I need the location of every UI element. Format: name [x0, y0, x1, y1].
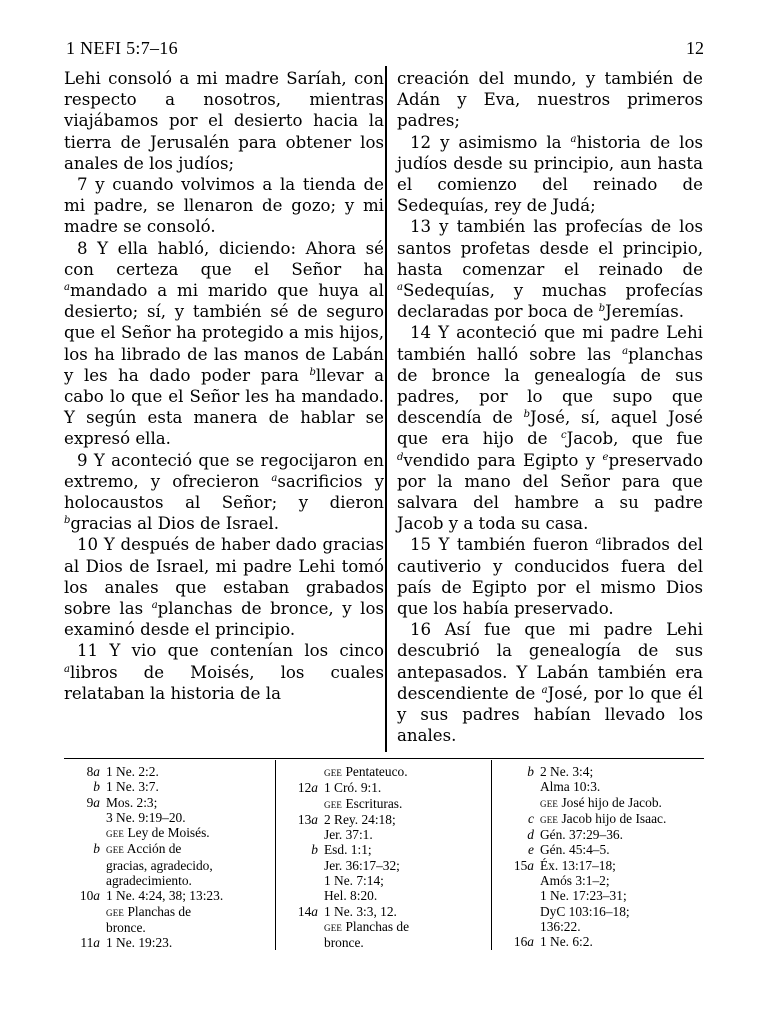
verse-paragraph — [397, 132, 703, 217]
footnote-key — [498, 842, 540, 857]
footnote-reference[interactable]: Jer. 36:17–32; — [324, 857, 400, 873]
footnote-letter: b — [93, 779, 100, 795]
verse-paragraph — [397, 68, 703, 132]
footnote-entry — [498, 919, 666, 934]
chapter-reference: 1 NEFI 5:7–16 — [66, 38, 178, 58]
verse-text: 14 Y aconteció que mi padre Lehi también halló sobre las — [397, 323, 703, 364]
footnote-key — [64, 825, 106, 841]
footnote-key — [64, 764, 106, 779]
footnote-key — [64, 873, 106, 888]
footnote-marker[interactable]: a — [622, 345, 629, 357]
footnote-entry — [64, 779, 223, 794]
footnote-reference[interactable]: 1 Cró. 9:1. — [324, 780, 382, 796]
footnote-reference[interactable]: DyC 103:16–18; — [540, 903, 630, 919]
verse-text: José, por lo que él y sus padres habían llevado los anales. — [397, 683, 703, 746]
guide-topic: Planchas de — [124, 903, 192, 919]
footnote-verse: 10 — [79, 888, 94, 904]
footnote-verse: 8 — [86, 764, 94, 779]
verse-text: vendido para Egipto y — [403, 450, 603, 470]
footnote-marker[interactable]: a — [64, 282, 70, 294]
footnote-reference[interactable]: Jer. 37:1. — [324, 827, 373, 843]
footnote-entry — [498, 858, 666, 873]
verse-text: 7 y cuando volvimos a la tienda de mi padre, se llenaron de gozo; y mi madre se consoló. — [64, 175, 384, 237]
footnote-column-2 — [282, 764, 409, 951]
footnote-letter: b — [527, 764, 534, 779]
footnote-reference[interactable]: Gén. 45:4–5. — [540, 842, 610, 858]
footnote-key — [498, 934, 540, 949]
verse-paragraph — [397, 619, 703, 746]
verse-text: Jeremías. — [605, 302, 685, 322]
footnote-key — [282, 780, 324, 795]
footnote-entry — [498, 873, 666, 888]
verse-paragraph — [397, 322, 703, 534]
footnote-marker[interactable]: e — [602, 451, 609, 463]
guide-topic: Ley de Moisés. — [124, 825, 210, 841]
footnote-reference[interactable] — [106, 841, 181, 857]
footnote-key — [282, 935, 324, 950]
verse-text: librados del cautiverio y conducidos fuera del país de Egipto por el mismo Dios que los había preservado. — [397, 535, 703, 619]
guide-abbrev: gee — [106, 826, 125, 841]
footnote-key — [282, 873, 324, 888]
footnote-entry — [64, 920, 223, 935]
footnote-letter: b — [311, 842, 318, 858]
footnote-reference[interactable]: 1 Ne. 3:3, 12. — [324, 903, 397, 919]
footnote-entry — [498, 888, 666, 903]
footnote-column-1 — [64, 764, 223, 951]
footnote-entry — [282, 780, 409, 795]
footnote-reference[interactable]: bronce. — [324, 935, 364, 951]
column-divider — [385, 66, 387, 752]
footnote-letter: a — [527, 934, 534, 950]
footnote-marker[interactable]: a — [397, 282, 403, 294]
guide-topic: José hijo de Jacob. — [558, 794, 662, 810]
verse-text: mandado a mi marido que huya al desierto; sí, y también sé de seguro que el Señor ha protegido a mis hijos, los ha librado de las manos de Labán y les ha dado poder para — [64, 281, 384, 385]
footnote-key — [282, 888, 324, 903]
footnote-reference[interactable]: 1 Ne. 6:2. — [540, 934, 593, 950]
verse-text: 16 Así fue que mi padre Lehi descubrió la genealogía de sus antepasados. Y Labán también era descendiente de — [397, 620, 703, 703]
guide-abbrev: gee — [324, 919, 343, 934]
right-text-column — [397, 68, 703, 747]
footnote-key — [498, 919, 540, 934]
footnote-letter: a — [93, 935, 100, 951]
footnote-marker[interactable]: a — [541, 684, 548, 696]
verse-paragraph — [397, 216, 703, 322]
footnote-entry — [64, 873, 223, 888]
footnote-key — [282, 796, 324, 812]
verse-text: llevar a cabo lo que el Señor les ha mandado. Y según esta manera de hablar se expresó ella. — [64, 365, 384, 449]
footnote-reference[interactable]: Esd. 1:1; — [324, 842, 372, 858]
guide-topic: Pentateuco. — [342, 764, 408, 779]
footnote-reference[interactable] — [540, 811, 666, 827]
footnote-reference[interactable] — [324, 919, 409, 935]
footnote-marker[interactable]: c — [561, 430, 567, 442]
footnote-letter: a — [311, 903, 318, 919]
footnote-reference[interactable] — [106, 825, 210, 841]
verse-text: 9 Y aconteció que se regocijaron en extremo, y ofrecieron — [64, 450, 384, 491]
footnote-entry — [64, 858, 223, 873]
footnote-reference[interactable]: Alma 10:3. — [540, 779, 601, 795]
footnote-key — [64, 795, 106, 810]
footnote-entry — [282, 764, 409, 780]
footnote-reference[interactable] — [324, 764, 408, 780]
footnote-reference[interactable]: 2 Rey. 24:18; — [324, 811, 396, 827]
footnote-key — [498, 858, 540, 873]
footnote-entry — [282, 812, 409, 827]
footnote-verse: 9 — [86, 794, 94, 810]
footnote-key — [64, 904, 106, 920]
footnote-entry — [498, 779, 666, 794]
verse-text: preservado por la mano del Señor para que salvara del hambre a su padre Jacob y a toda su casa. — [397, 450, 703, 534]
footnote-letter: a — [93, 764, 100, 779]
footnote-key — [282, 827, 324, 842]
footnote-entry — [64, 904, 223, 920]
footnote-key — [282, 904, 324, 919]
verse-text: 15 Y también fueron — [410, 535, 596, 555]
verse-text: planchas de bronce, y los examinó desde el principio. — [64, 599, 384, 640]
footnote-verse: 14 — [297, 903, 312, 919]
footnote-marker[interactable]: a — [595, 536, 602, 548]
footnote-reference[interactable] — [540, 795, 662, 811]
footnote-letter: a — [311, 811, 318, 827]
footnote-letter: e — [528, 842, 534, 858]
footnote-entry — [282, 904, 409, 919]
verse-paragraph — [64, 640, 384, 704]
guide-abbrev: gee — [106, 842, 125, 857]
footnote-entry — [282, 888, 409, 903]
footnote-entry — [64, 841, 223, 857]
footnote-key — [64, 888, 106, 903]
footnote-reference[interactable]: 1 Ne. 19:23. — [106, 935, 173, 951]
footnote-verse: 11 — [80, 935, 94, 951]
footnote-letter: a — [93, 794, 100, 810]
footnote-verse: 13 — [297, 811, 312, 827]
footnote-entry — [64, 935, 223, 950]
guide-abbrev: gee — [106, 904, 125, 919]
footnote-reference[interactable]: 3 Ne. 9:19–20. — [106, 809, 186, 825]
footnote-reference[interactable]: Gén. 37:29–36. — [540, 827, 623, 843]
footnote-letter: a — [311, 780, 318, 796]
footnote-key — [282, 764, 324, 780]
verse-paragraph — [64, 68, 384, 174]
footnote-reference[interactable]: Amós 3:1–2; — [540, 873, 610, 889]
page-number: 12 — [686, 38, 704, 58]
footnote-marker[interactable]: b — [523, 409, 530, 421]
guide-topic: Acción de — [124, 841, 182, 857]
footnote-reference[interactable]: 1 Ne. 17:23–31; — [540, 888, 627, 904]
footnote-key — [498, 795, 540, 811]
footnote-reference[interactable]: agradecimiento. — [106, 873, 192, 889]
footnote-entry — [498, 934, 666, 949]
footnote-entry — [282, 842, 409, 857]
verse-paragraph — [397, 534, 703, 619]
footnote-marker[interactable]: a — [570, 133, 577, 145]
footnote-reference[interactable]: 1 Ne. 2:2. — [106, 764, 159, 779]
footnote-key — [64, 858, 106, 873]
footnote-entry — [498, 811, 666, 827]
guide-abbrev: gee — [324, 765, 343, 779]
verse-paragraph — [64, 450, 384, 535]
verse-text: sacrificios y holocaustos al Señor; y dieron — [64, 471, 384, 513]
footnote-key — [282, 842, 324, 857]
footnote-reference[interactable]: 1 Ne. 7:14; — [324, 873, 384, 889]
footnote-entry — [498, 904, 666, 919]
footnote-entry — [282, 796, 409, 812]
footnote-entry — [498, 827, 666, 842]
footnote-marker[interactable]: d — [397, 451, 404, 463]
footnote-key — [282, 812, 324, 827]
footnote-reference[interactable]: Mos. 2:3; — [106, 794, 158, 810]
footnote-letter: d — [527, 827, 534, 843]
verse-text: 12 y asimismo la — [410, 132, 571, 152]
footnote-marker[interactable]: a — [151, 600, 158, 612]
footnote-key — [498, 779, 540, 794]
footnote-letter: a — [93, 888, 100, 904]
footnote-reference[interactable] — [324, 796, 402, 812]
guide-topic: Escrituras. — [342, 795, 403, 811]
footnote-key — [64, 920, 106, 935]
footnote-key — [498, 904, 540, 919]
footnote-marker[interactable]: b — [598, 303, 606, 315]
footnote-key — [64, 810, 106, 825]
footnote-key — [498, 888, 540, 903]
guide-topic: Jacob hijo de Isaac. — [558, 810, 667, 826]
verse-text: Jacob, que fue — [566, 429, 703, 449]
footnote-key — [282, 858, 324, 873]
footnote-key — [498, 827, 540, 842]
footnote-entry — [64, 795, 223, 810]
footnote-entry — [498, 795, 666, 811]
verse-text: 13 y también las profecías de los santos profetas desde el principio, hasta comenzar el reinado de — [397, 217, 703, 279]
footnote-reference[interactable]: 136:22. — [540, 918, 581, 934]
footnote-reference[interactable] — [106, 904, 191, 920]
verse-text: historia de los judíos desde su principio, aun hasta el comienzo del reinado de Sedequías, rey de Judá; — [397, 132, 703, 216]
footnote-reference[interactable]: Éx. 13:17–18; — [540, 857, 616, 873]
footnote-entry — [282, 919, 409, 935]
verse-text: planchas de bronce la genealogía de sus padres, por lo que supo que descendía de — [397, 344, 703, 428]
verse-text: Lehi consoló a mi madre Saríah, con respecto a nosotros, mientras viajábamos por el desierto hacia la tierra de Jerusalén para obtener los anales de los judíos; — [64, 69, 384, 173]
footnote-reference[interactable]: 2 Ne. 3:4; — [540, 764, 594, 779]
footnote-entry — [498, 764, 666, 779]
footnote-reference[interactable]: gracias, agradecido, — [106, 857, 213, 873]
footnote-key — [282, 919, 324, 935]
footnote-marker[interactable]: a — [271, 472, 278, 484]
footnote-entry — [64, 825, 223, 841]
footnote-key — [498, 811, 540, 827]
footnote-marker[interactable]: b — [64, 515, 71, 527]
footnote-reference[interactable]: bronce. — [106, 919, 146, 935]
verse-text: libros de Moisés, los cuales relataban la historia de la — [64, 662, 384, 703]
page-header — [66, 38, 704, 62]
verse-text: 8 Y ella habló, diciendo: Ahora sé con certeza que el Señor ha — [64, 238, 384, 279]
footnote-letter: b — [93, 841, 100, 857]
verse-paragraph — [64, 174, 384, 238]
footnote-letter: c — [528, 810, 534, 826]
footnote-marker[interactable]: b — [309, 366, 316, 378]
guide-topic: Planchas de — [342, 918, 410, 934]
footnote-verse: 16 — [513, 934, 528, 950]
footnote-entry — [64, 888, 223, 903]
footnote-key — [64, 935, 106, 950]
footnote-reference[interactable]: 1 Ne. 3:7. — [106, 779, 159, 795]
footnote-key — [498, 873, 540, 888]
footnote-key — [64, 779, 106, 794]
footnote-reference[interactable]: Hel. 8:20. — [324, 888, 378, 904]
footnote-letter: a — [527, 857, 534, 873]
verse-text: creación del mundo, y también de Adán y Eva, nuestros primeros padres; — [397, 69, 703, 131]
verse-text: 11 Y vio que contenían los cinco — [77, 641, 384, 661]
guide-abbrev: gee — [540, 795, 559, 810]
footnote-entry — [498, 842, 666, 857]
footnote-entry — [282, 935, 409, 950]
footnote-entry — [282, 873, 409, 888]
footnote-divider — [491, 760, 492, 950]
footnote-entry — [282, 858, 409, 873]
verse-text: 10 Y después de haber dado gracias al Dios de Israel, mi padre Lehi tomó los anales que estaban grabados sobre las — [64, 535, 384, 619]
footnote-marker[interactable]: a — [64, 663, 70, 675]
footnote-entry — [64, 764, 223, 779]
footnote-key — [498, 764, 540, 779]
footnote-divider — [275, 760, 276, 950]
verse-paragraph — [64, 534, 384, 640]
left-text-column — [64, 68, 384, 704]
footnote-key — [64, 841, 106, 857]
guide-abbrev: gee — [540, 811, 559, 826]
verse-text: gracias al Dios de Israel. — [70, 514, 280, 534]
footnote-column-3 — [498, 764, 666, 950]
verse-paragraph — [64, 238, 384, 450]
footnote-entry — [282, 827, 409, 842]
footnote-verse: 15 — [513, 857, 528, 873]
footnote-verse: 12 — [297, 780, 312, 796]
footnote-reference[interactable]: 1 Ne. 4:24, 38; 13:23. — [106, 888, 224, 904]
footnote-entry — [64, 810, 223, 825]
footnote-separator — [64, 758, 704, 759]
guide-abbrev: gee — [324, 796, 343, 811]
verse-text: José, sí, aquel José que era hijo de — [397, 408, 704, 449]
verse-text: Sedequías, y muchas profecías declaradas por boca de — [397, 281, 703, 322]
